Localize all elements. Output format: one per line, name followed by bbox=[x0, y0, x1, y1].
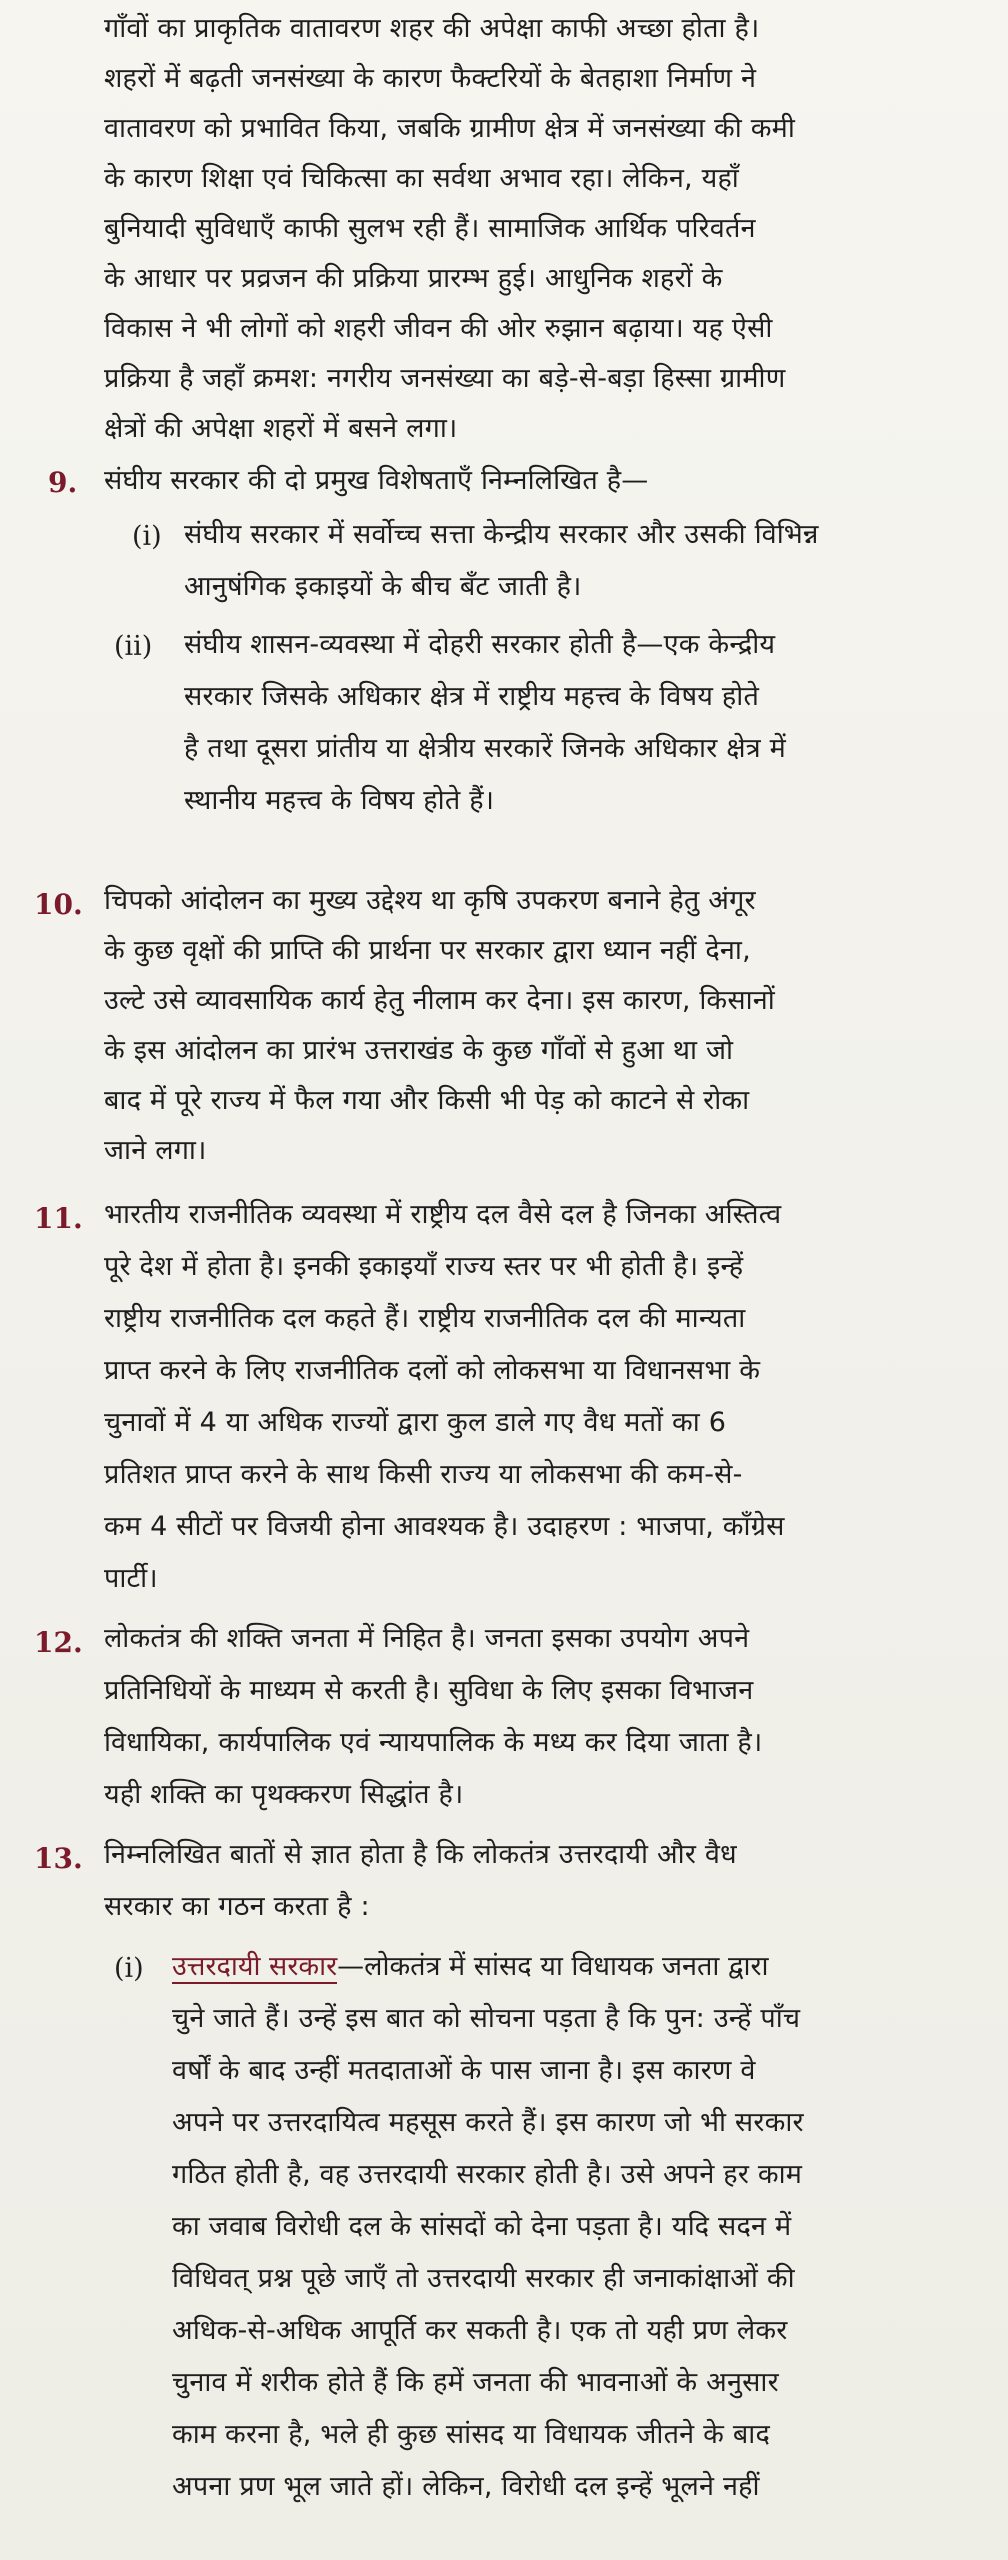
text-line: कम 4 सीटों पर विजयी होना आवश्यक है। उदाहरण : भाजपा, काँग्रेस bbox=[104, 1511, 785, 1542]
text-line: विधिवत् प्रश्न पूछे जाएँ तो उत्तरदायी सरकार ही जनाकांक्षाओं की bbox=[172, 2263, 795, 2294]
text-line: चिपको आंदोलन का मुख्य उद्देश्य था कृषि उपकरण बनाने हेतु अंगूर bbox=[104, 885, 756, 916]
text-line: गठित होती है, वह उत्तरदायी सरकार होती है। उसे अपने हर काम bbox=[172, 2159, 803, 2190]
text-line: वातावरण को प्रभावित किया, जबकि ग्रामीण क्षेत्र में जनसंख्या की कमी bbox=[104, 113, 796, 144]
text-line: के कारण शिक्षा एवं चिकित्सा का सर्वथा अभाव रहा। लेकिन, यहाँ bbox=[104, 163, 739, 194]
text-line: प्रतिनिधियों के माध्यम से करती है। सुविधा के लिए इसका विभाजन bbox=[104, 1675, 754, 1706]
text-line: यही शक्ति का पृथक्करण सिद्धांत है। bbox=[104, 1779, 464, 1810]
sub-point-heading: उत्तरदायी सरकार bbox=[172, 1951, 338, 1982]
question-number: 12. bbox=[34, 1626, 83, 1659]
text-line: संघीय शासन-व्यवस्था में दोहरी सरकार होती है—एक केन्द्रीय bbox=[184, 629, 776, 660]
question-number: 13. bbox=[34, 1842, 83, 1875]
text-line: संघीय सरकार में सर्वोच्च सत्ता केन्द्रीय सरकार और उसकी विभिन्न bbox=[184, 519, 819, 550]
text-line: चुनाव में शरीक होते हैं कि हमें जनता की भावनाओं के अनुसार bbox=[172, 2367, 779, 2398]
text-fragment: —लोकतंत्र में सांसद या विधायक जनता द्वारा bbox=[337, 1951, 769, 1982]
text-line: प्रतिशत प्राप्त करने के साथ किसी राज्य या लोकसभा की कम-से- bbox=[104, 1459, 743, 1490]
sub-point-label: (i) bbox=[114, 1953, 144, 1984]
text-line: के इस आंदोलन का प्रारंभ उत्तराखंड के कुछ गाँवों से हुआ था जो bbox=[104, 1035, 734, 1066]
text-line bbox=[172, 1950, 769, 1984]
text-line: क्षेत्रों की अपेक्षा शहरों में बसने लगा। bbox=[104, 413, 458, 444]
text-line: है तथा दूसरा प्रांतीय या क्षेत्रीय सरकारें जिनके अधिकार क्षेत्र में bbox=[184, 733, 787, 764]
text-line: संघीय सरकार की दो प्रमुख विशेषताएँ निम्नलिखित है— bbox=[104, 465, 649, 496]
text-line: काम करना है, भले ही कुछ सांसद या विधायक जीतने के बाद bbox=[172, 2419, 771, 2450]
text-line: अपना प्रण भूल जाते हों। लेकिन, विरोधी दल इन्हें भूलने नहीं bbox=[172, 2471, 760, 2502]
text-line: वर्षों के बाद उन्हीं मतदाताओं के पास जाना है। इस कारण वे bbox=[172, 2055, 756, 2086]
text-line: भारतीय राजनीतिक व्यवस्था में राष्ट्रीय दल वैसे दल है जिनका अस्तित्व bbox=[104, 1199, 782, 1230]
text-line: चुनावों में 4 या अधिक राज्यों द्वारा कुल डाले गए वैध मतों का 6 bbox=[104, 1407, 727, 1438]
text-line: स्थानीय महत्त्व के विषय होते हैं। bbox=[184, 785, 495, 816]
text-line: लोकतंत्र की शक्ति जनता में निहित है। जनता इसका उपयोग अपने bbox=[104, 1623, 750, 1654]
text-line: शहरों में बढ़ती जनसंख्या के कारण फैक्टरियों के बेतहाशा निर्माण ने bbox=[104, 63, 757, 94]
text-line: चुने जाते हैं। उन्हें इस बात को सोचना पड़ता है कि पुन: उन्हें पाँच bbox=[172, 2003, 801, 2034]
text-line: राष्ट्रीय राजनीतिक दल कहते हैं। राष्ट्रीय राजनीतिक दल की मान्यता bbox=[104, 1303, 746, 1334]
text-line: उल्टे उसे व्यावसायिक कार्य हेतु नीलाम कर देना। इस कारण, किसानों bbox=[104, 985, 775, 1016]
text-line: पूरे देश में होता है। इनकी इकाइयाँ राज्य स्तर पर भी होती है। इन्हें bbox=[104, 1251, 744, 1282]
text-line: बाद में पूरे राज्य में फैल गया और किसी भी पेड़ को काटने से रोका bbox=[104, 1085, 750, 1116]
text-line: जाने लगा। bbox=[104, 1135, 207, 1166]
question-number: 9. bbox=[48, 466, 78, 499]
text-line: गाँवों का प्राकृतिक वातावरण शहर की अपेक्षा काफी अच्छा होता है। bbox=[104, 13, 760, 44]
sub-point-label: (ii) bbox=[114, 631, 153, 662]
text-line: निम्नलिखित बातों से ज्ञात होता है कि लोकतंत्र उत्तरदायी और वैध bbox=[104, 1839, 737, 1870]
sub-point-label: (i) bbox=[132, 521, 162, 552]
text-line: अपने पर उत्तरदायित्व महसूस करते हैं। इस कारण जो भी सरकार bbox=[172, 2107, 804, 2138]
text-line: प्रक्रिया है जहाँ क्रमश: नगरीय जनसंख्या का बड़े-से-बड़ा हिस्सा ग्रामीण bbox=[104, 363, 786, 394]
text-line: के कुछ वृक्षों की प्राप्ति की प्रार्थना पर सरकार द्वारा ध्यान नहीं देना, bbox=[104, 935, 751, 966]
text-line: सरकार जिसके अधिकार क्षेत्र में राष्ट्रीय महत्त्व के विषय होते bbox=[184, 681, 760, 712]
text-line: आनुषंगिक इकाइयों के बीच बँट जाती है। bbox=[184, 571, 582, 602]
text-line: विकास ने भी लोगों को शहरी जीवन की ओर रुझान बढ़ाया। यह ऐसी bbox=[104, 313, 773, 344]
text-line: का जवाब विरोधी दल के सांसदों को देना पड़ता है। यदि सदन में bbox=[172, 2211, 792, 2242]
text-line: सरकार का गठन करता है : bbox=[104, 1891, 370, 1922]
text-line: प्राप्त करने के लिए राजनीतिक दलों को लोकसभा या विधानसभा के bbox=[104, 1355, 761, 1386]
question-number: 11. bbox=[34, 1202, 83, 1235]
text-line: पार्टी। bbox=[104, 1563, 158, 1594]
text-line: विधायिका, कार्यपालिक एवं न्यायपालिक के मध्य कर दिया जाता है। bbox=[104, 1727, 763, 1758]
text-line: बुनियादी सुविधाएँ काफी सुलभ रही हैं। सामाजिक आर्थिक परिवर्तन bbox=[104, 213, 756, 244]
text-line: अधिक-से-अधिक आपूर्ति कर सकती है। एक तो यही प्रण लेकर bbox=[172, 2315, 788, 2346]
text-line: के आधार पर प्रव्रजन की प्रक्रिया प्रारम्भ हुई। आधुनिक शहरों के bbox=[104, 263, 723, 294]
question-number: 10. bbox=[34, 888, 83, 921]
